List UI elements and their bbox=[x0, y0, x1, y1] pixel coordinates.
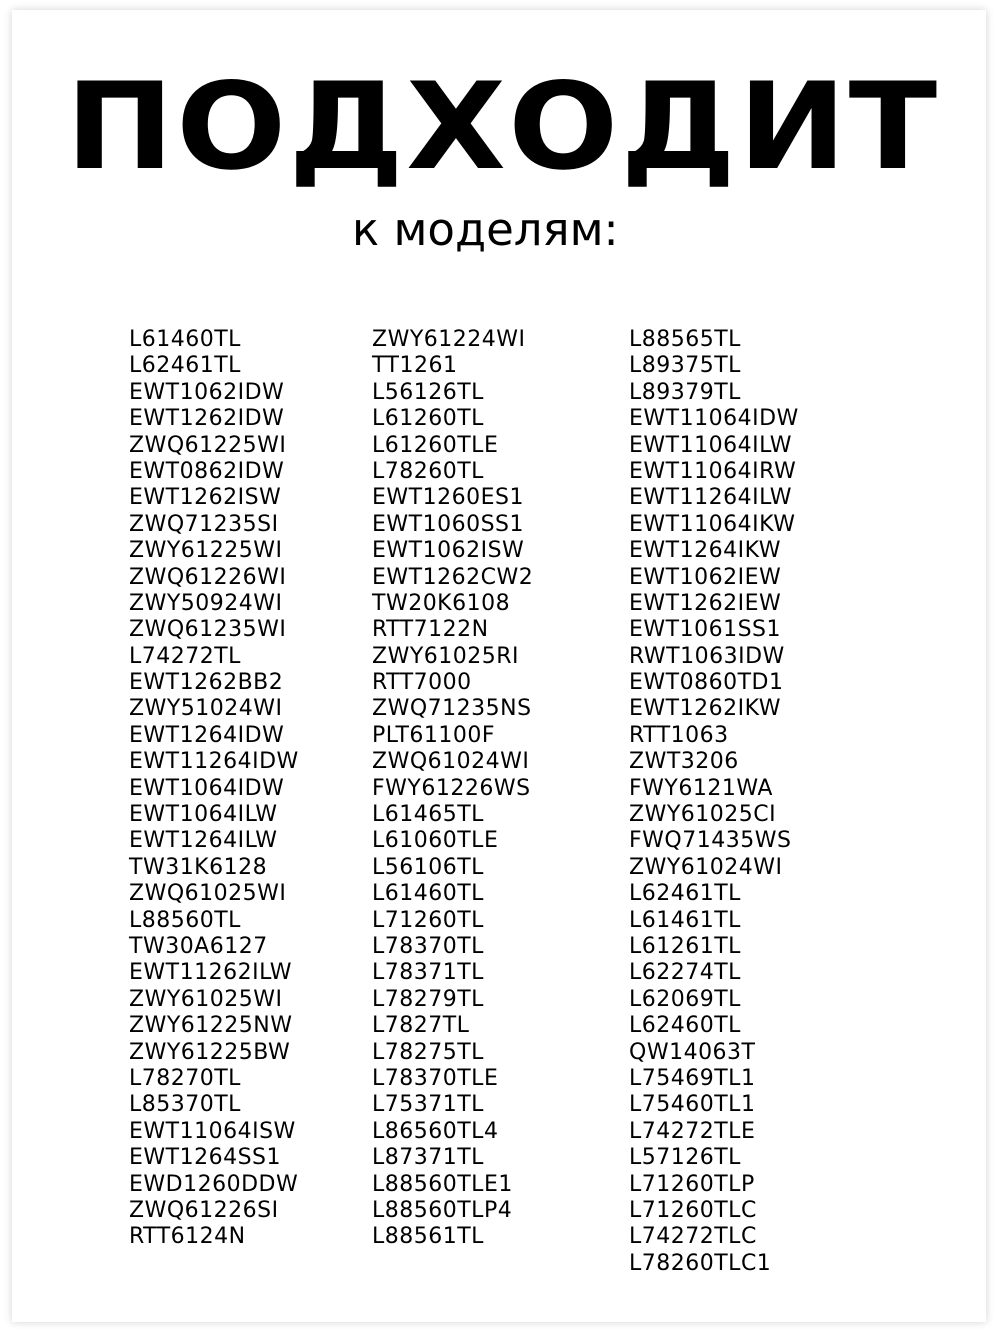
model-item: L61060TLE bbox=[372, 828, 499, 854]
model-item: L78370TLE bbox=[372, 1065, 499, 1091]
model-item: L61261TL bbox=[629, 933, 741, 959]
model-item: L75371TL bbox=[372, 1092, 484, 1118]
model-item: EWT1064IDW bbox=[129, 775, 285, 801]
model-item: L57126TL bbox=[629, 1145, 741, 1171]
model-item: EWT1262CW2 bbox=[372, 564, 534, 590]
model-item: L75460TL1 bbox=[629, 1092, 756, 1118]
model-item: L78275TL bbox=[372, 1039, 484, 1065]
model-item: L88560TL bbox=[129, 907, 241, 933]
model-item: EWT0862IDW bbox=[129, 458, 285, 484]
model-item: L88560TLP4 bbox=[372, 1197, 513, 1223]
model-item: ZWY61225NW bbox=[129, 1013, 293, 1039]
model-item: TT1261 bbox=[372, 353, 458, 379]
model-item: RTT7122N bbox=[372, 617, 489, 643]
model-item: L71260TL bbox=[372, 907, 484, 933]
model-item: L62274TL bbox=[629, 960, 741, 986]
model-item: ZWQ71235SI bbox=[129, 511, 279, 537]
model-item: EWT1262IDW bbox=[129, 406, 285, 432]
model-item: EWT11064ILW bbox=[629, 432, 793, 458]
model-item: QW14063T bbox=[629, 1039, 756, 1065]
model-item: EWT1062IDW bbox=[129, 379, 285, 405]
models-column-3 bbox=[629, 327, 799, 1277]
model-item: RTT1063 bbox=[629, 722, 729, 748]
model-item: L85370TL bbox=[129, 1092, 241, 1118]
model-item: RTT7000 bbox=[372, 670, 472, 696]
model-item: TW30A6127 bbox=[129, 933, 268, 959]
model-item: ZWY61225WI bbox=[129, 538, 283, 564]
model-item: ZWQ61225WI bbox=[129, 432, 287, 458]
model-item: L89375TL bbox=[629, 353, 741, 379]
model-item: EWT11064IRW bbox=[629, 458, 797, 484]
model-item: ZWY50924WI bbox=[129, 590, 283, 616]
model-item: EWT0860TD1 bbox=[629, 670, 784, 696]
model-item: L61461TL bbox=[629, 907, 741, 933]
model-item: EWT1262IEW bbox=[629, 590, 782, 616]
model-item: EWT1264IDW bbox=[129, 722, 285, 748]
model-item: L7827TL bbox=[372, 1013, 470, 1039]
model-item: ZWQ61235WI bbox=[129, 617, 287, 643]
model-item: L71260TLP bbox=[629, 1171, 755, 1197]
model-item: ZWY61025WI bbox=[129, 986, 283, 1012]
model-item: L88560TLE1 bbox=[372, 1171, 513, 1197]
models-column-1 bbox=[129, 327, 299, 1251]
model-item: EWT1062IEW bbox=[629, 564, 782, 590]
model-item: L88565TL bbox=[629, 327, 741, 352]
model-item: EWT1260ES1 bbox=[372, 485, 524, 511]
model-item: L86560TL4 bbox=[372, 1118, 499, 1144]
model-item: L61260TLE bbox=[372, 432, 499, 458]
model-item: EWT1262IKW bbox=[629, 696, 781, 722]
model-item: L89379TL bbox=[629, 379, 741, 405]
model-item: L78371TL bbox=[372, 960, 484, 986]
model-item: L62461TL bbox=[129, 353, 241, 379]
model-item: L56126TL bbox=[372, 379, 484, 405]
model-item: TW31K6128 bbox=[129, 854, 268, 880]
model-item: L78260TLC1 bbox=[629, 1250, 772, 1276]
model-item: L61460TL bbox=[129, 327, 241, 352]
model-item: L56106TL bbox=[372, 854, 484, 880]
model-item: ZWQ61226SI bbox=[129, 1197, 279, 1223]
model-item: L88561TL bbox=[372, 1224, 484, 1250]
model-item: EWT11264ILW bbox=[629, 485, 793, 511]
models-column-2 bbox=[372, 327, 533, 1251]
model-item: L71260TLC bbox=[629, 1197, 757, 1223]
model-item: EWT1064ILW bbox=[129, 802, 278, 828]
model-item: EWT11064IDW bbox=[629, 406, 799, 432]
model-item: FWQ71435WS bbox=[629, 828, 792, 854]
model-item: ZWY51024WI bbox=[129, 696, 283, 722]
model-item: EWT1264ILW bbox=[129, 828, 278, 854]
model-item: ZWQ61024WI bbox=[372, 749, 530, 775]
model-item: ZWQ71235NS bbox=[372, 696, 532, 722]
model-item: L78270TL bbox=[129, 1065, 241, 1091]
model-item: L61465TL bbox=[372, 802, 484, 828]
model-item: ZWY61025CI bbox=[629, 802, 777, 828]
model-item: TW20K6108 bbox=[372, 590, 511, 616]
model-item: PLT61100F bbox=[372, 722, 496, 748]
model-item: ZWY61024WI bbox=[629, 854, 783, 880]
model-item: L74272TLC bbox=[629, 1224, 757, 1250]
model-item: FWY61226WS bbox=[372, 775, 531, 801]
page-subtitle: к моделям: bbox=[352, 203, 619, 256]
model-item: EWT1061SS1 bbox=[629, 617, 782, 643]
model-item: ZWY61225BW bbox=[129, 1039, 291, 1065]
model-item: L74272TLE bbox=[629, 1118, 756, 1144]
model-item: EWT1262BB2 bbox=[129, 670, 284, 696]
model-item: EWT1060SS1 bbox=[372, 511, 525, 537]
model-item: EWT1062ISW bbox=[372, 538, 525, 564]
model-item: FWY6121WA bbox=[629, 775, 773, 801]
model-item: L62461TL bbox=[629, 881, 741, 907]
page-title: ПОДХОДИТ bbox=[65, 58, 940, 197]
model-item: ZWQ61025WI bbox=[129, 881, 287, 907]
model-item: L78370TL bbox=[372, 933, 484, 959]
model-item: ZWT3206 bbox=[629, 749, 739, 775]
model-item: L62460TL bbox=[629, 1013, 741, 1039]
model-item: EWT1262ISW bbox=[129, 485, 282, 511]
model-item: L78279TL bbox=[372, 986, 484, 1012]
model-item: ZWY61025RI bbox=[372, 643, 520, 669]
model-item: L78260TL bbox=[372, 458, 484, 484]
model-item: EWD1260DDW bbox=[129, 1171, 299, 1197]
model-item: L87371TL bbox=[372, 1145, 484, 1171]
model-item: RTT6124N bbox=[129, 1224, 246, 1250]
model-item: RWT1063IDW bbox=[629, 643, 785, 669]
model-item: EWT1264SS1 bbox=[129, 1145, 282, 1171]
model-item: L61460TL bbox=[372, 881, 484, 907]
model-item: EWT11064IKW bbox=[629, 511, 796, 537]
model-item: EWT11262ILW bbox=[129, 960, 293, 986]
model-item: ZWY61224WI bbox=[372, 327, 526, 352]
model-item: L62069TL bbox=[629, 986, 741, 1012]
model-item: EWT1264IKW bbox=[629, 538, 781, 564]
model-item: L74272TL bbox=[129, 643, 241, 669]
model-item: EWT11064ISW bbox=[129, 1118, 296, 1144]
model-item: L75469TL1 bbox=[629, 1065, 756, 1091]
model-item: EWT11264IDW bbox=[129, 749, 299, 775]
model-item: L61260TL bbox=[372, 406, 484, 432]
model-item: ZWQ61226WI bbox=[129, 564, 287, 590]
